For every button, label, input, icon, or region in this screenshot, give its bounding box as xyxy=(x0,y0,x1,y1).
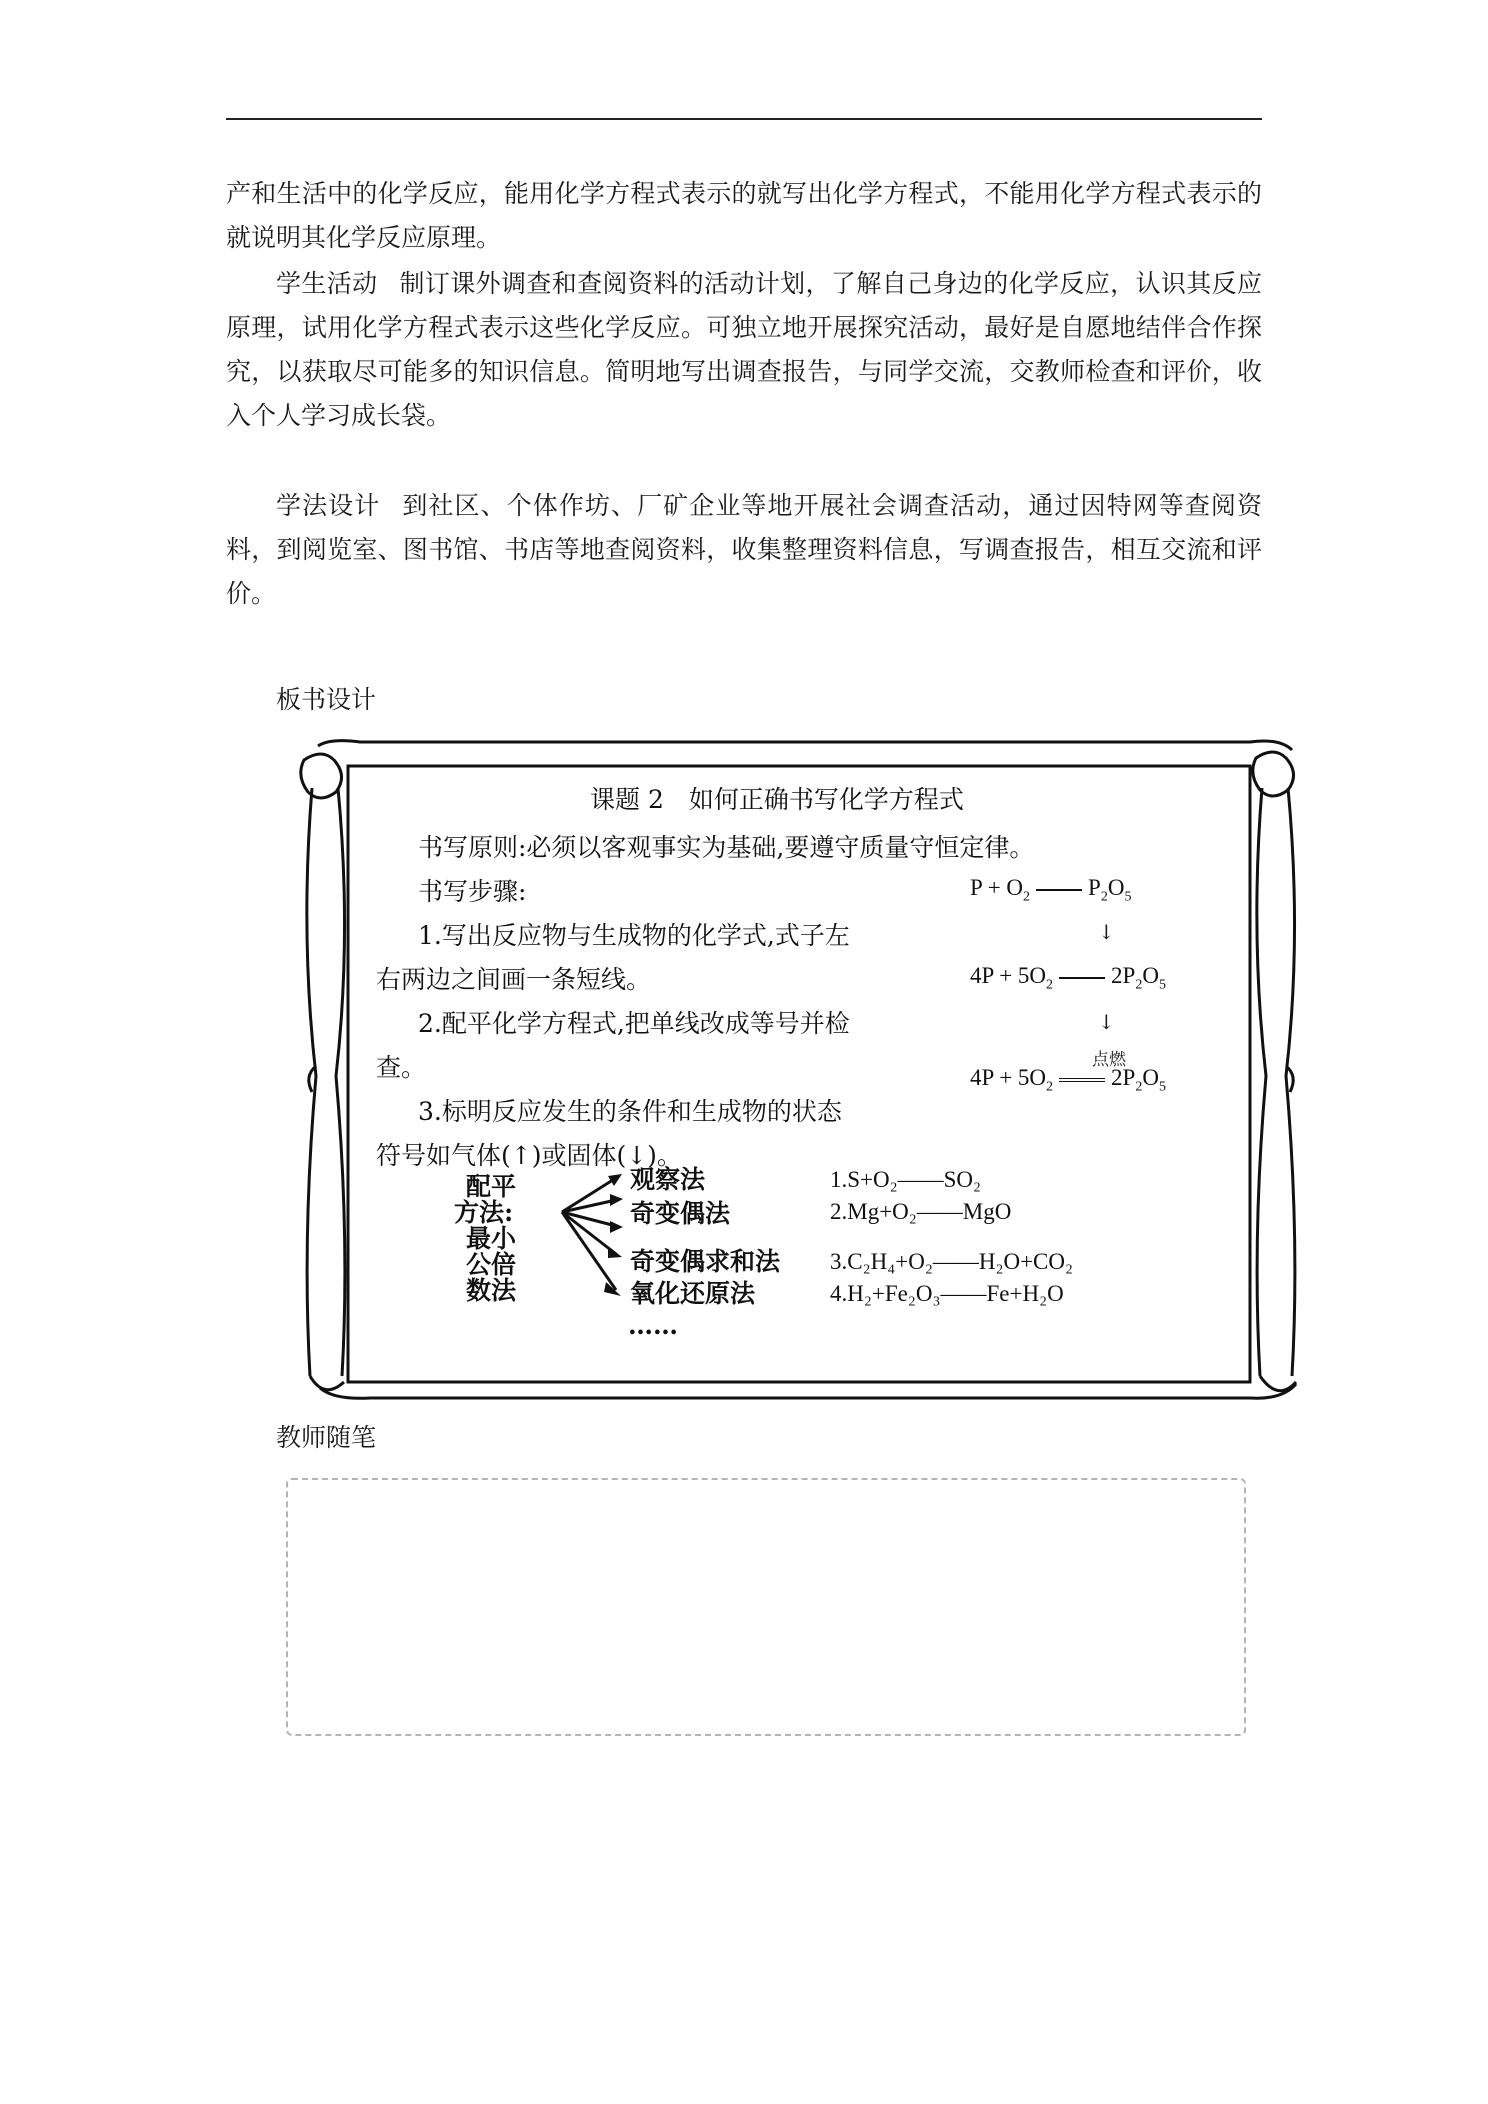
down-arrow-icon: ↓ xyxy=(1098,920,1115,944)
equation-step-2: $4P + 5O_2$ $2P_2O_5$ xyxy=(970,963,1166,993)
step-3-line-2: 符号如气体(↑)或固体(↓)。 xyxy=(376,1141,682,1170)
board-title: 课题 2 如何正确书写化学方程式 xyxy=(590,785,964,814)
method-redox: 氧化还原法 xyxy=(630,1279,756,1308)
methods-label-4: 公倍 xyxy=(466,1250,517,1279)
step-1-line-2: 右两边之间画一条短线。 xyxy=(376,965,652,994)
board-design-heading: 板书设计 xyxy=(276,685,377,714)
step-3-line-1: 3.标明反应发生的条件和生成物的状态 xyxy=(418,1097,842,1126)
example-equation-3: 3.C₂H₄+O₂——H₂O+CO₂ xyxy=(830,1249,1074,1274)
example-equation-2: 2.Mg+O₂——MgO xyxy=(830,1199,1012,1224)
methods-label-3: 最小 xyxy=(466,1224,517,1253)
blackboard-scroll xyxy=(290,736,1320,1408)
writing-principle: 书写原则:必须以客观事实为基础,要遵守质量守恒定律。 xyxy=(418,833,1035,862)
step-1-line-1: 1.写出反应物与生成物的化学式,式子左 xyxy=(418,921,850,950)
method-odd-even-sum: 奇变偶求和法 xyxy=(630,1247,781,1276)
equation-step-3: $4P + 5O_2$ $2P_2O_5$ xyxy=(970,1065,1166,1095)
methods-label-5: 数法 xyxy=(466,1276,517,1305)
header-rule xyxy=(226,118,1262,120)
paragraph-student-activity: 学生活动 制订课外调查和查阅资料的活动计划，了解自己身边的化学反应，认识其反应原理，试用化学方程式表示这些化学反应。可独立地开展探究活动，最好是自愿地结伴合作探究，以获取尽可能多的知识信息。简明地写出调查报告，与同学交流，交教师检查和评价，收入个人学习成长袋。 xyxy=(226,269,1262,430)
step-2-line-2: 查。 xyxy=(376,1053,427,1082)
paragraph-method-design: 学法设计 到社区、个体作坊、厂矿企业等地开展社会调查活动，通过因特网等查阅资料，到阅览室、图书馆、书店等地查阅资料，收集整理资料信息，写调查报告，相互交流和评价。 xyxy=(226,491,1262,608)
step-2-line-1: 2.配平化学方程式,把单线改成等号并检 xyxy=(418,1009,850,1038)
reaction-condition: 点燃 xyxy=(1092,1050,1126,1070)
methods-label-2: 方法: xyxy=(454,1198,514,1227)
example-equation-1: 1.S+O₂——SO₂ xyxy=(830,1167,982,1192)
method-ellipsis: …… xyxy=(628,1311,678,1340)
paragraph-lead: 学生活动 xyxy=(276,269,378,298)
writing-steps-label: 书写步骤: xyxy=(418,877,527,906)
method-observation: 观察法 xyxy=(630,1165,706,1194)
equation-step-1: $P + O_2$ $P_2O_5$ xyxy=(970,875,1132,905)
example-equation-4: 4.H₂+Fe₂O₃——Fe+H₂O xyxy=(830,1281,1064,1306)
down-arrow-icon: ↓ xyxy=(1098,1010,1115,1034)
teacher-notes-heading: 教师随笔 xyxy=(276,1423,377,1452)
method-odd-even: 奇变偶法 xyxy=(630,1199,731,1228)
methods-label-1: 配平 xyxy=(466,1172,517,1201)
paragraph-intro: 产和生活中的化学反应，能用化学方程式表示的就写出化学方程式，不能用化学方程式表示的就说明其化学反应原理。 xyxy=(226,179,1262,252)
teacher-notes-box[interactable] xyxy=(286,1478,1246,1736)
paragraph-lead: 学法设计 xyxy=(276,491,381,520)
